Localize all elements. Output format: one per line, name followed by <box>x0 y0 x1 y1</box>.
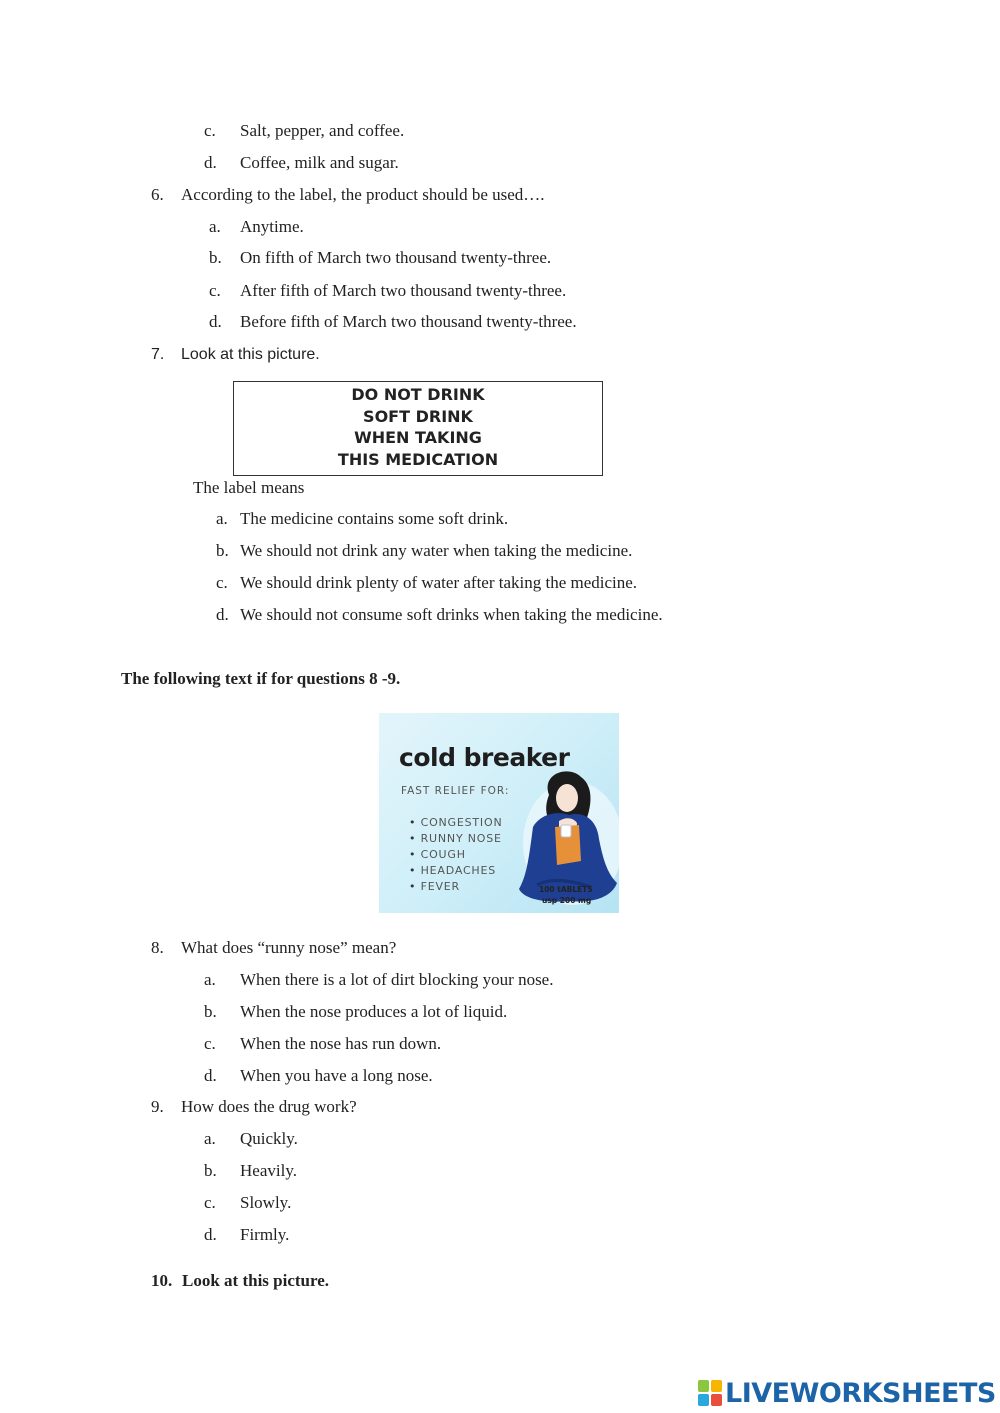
q9-option-b: Heavily. <box>240 1161 297 1180</box>
q9-option-a: Quickly. <box>240 1129 298 1148</box>
q6-number: 6. <box>151 185 164 204</box>
q7-option-d-letter: d. <box>216 605 229 624</box>
q8-option-a-letter: a. <box>204 970 216 989</box>
q7-option-d: We should not consume soft drinks when taking the medicine. <box>240 605 663 624</box>
q6-option-d: Before fifth of March two thousand twenty-three. <box>240 312 577 331</box>
dose-strength: usp 200 mg <box>542 896 592 905</box>
q5-option-c: Salt, pepper, and coffee. <box>240 121 405 140</box>
q8-number: 8. <box>151 938 164 957</box>
product-subtitle: FAST RELIEF FOR: <box>401 785 510 797</box>
q8-question: What does “runny nose” mean? <box>181 938 397 957</box>
q8-option-c: When the nose has run down. <box>240 1034 442 1053</box>
label-line: SOFT DRINK <box>363 406 473 426</box>
list-item: • CONGESTION <box>409 815 502 831</box>
q6-option-c: After fifth of March two thousand twenty-three. <box>240 281 567 300</box>
label-line: THIS MEDICATION <box>337 449 499 469</box>
product-title: cold breaker <box>399 743 570 772</box>
list-item: • COUGH <box>409 847 502 863</box>
q8-option-b: When the nose produces a lot of liquid. <box>240 1002 508 1021</box>
list-item: • HEADACHES <box>409 863 502 879</box>
q6-option-a: Anytime. <box>240 217 304 236</box>
q6-option-b-letter: b. <box>209 248 222 267</box>
q9-number: 9. <box>151 1097 164 1116</box>
q9-option-b-letter: b. <box>204 1161 217 1180</box>
cold-breaker-advert <box>379 713 619 913</box>
q7-option-b: We should not drink any water when taking the medicine. <box>240 541 633 560</box>
q9-question: How does the drug work? <box>181 1097 357 1116</box>
q5-option-c-letter: c. <box>204 121 216 140</box>
q7-option-a-letter: a. <box>216 509 228 528</box>
tablet-count: 100 tABLETS <box>539 885 593 894</box>
q6-option-b: On fifth of March two thousand twenty-three. <box>240 248 552 267</box>
liveworksheets-logo <box>698 1377 996 1409</box>
section-heading: The following text if for questions 8 -9. <box>121 669 401 688</box>
q5-option-d: Coffee, milk and sugar. <box>240 153 399 172</box>
q7-number: 7. <box>151 346 165 363</box>
q6-option-c-letter: c. <box>209 281 221 300</box>
q8-option-a: When there is a lot of dirt blocking your nose. <box>240 970 554 989</box>
dosage-info <box>539 884 593 906</box>
q7-option-c-letter: c. <box>216 573 228 592</box>
q7-option-c: We should drink plenty of water after taking the medicine. <box>240 573 638 592</box>
liveworksheets-text: LIVEWORKSHEETS <box>725 1377 996 1409</box>
q9-option-d: Firmly. <box>240 1225 290 1244</box>
q7-stem: The label means <box>193 478 305 497</box>
q10-number: 10. <box>151 1271 173 1290</box>
q9-option-c: Slowly. <box>240 1193 292 1212</box>
q7-option-a: The medicine contains some soft drink. <box>240 509 509 528</box>
q9-option-d-letter: d. <box>204 1225 217 1244</box>
label-line: DO NOT DRINK <box>351 385 485 404</box>
medication-warning-label <box>233 381 603 476</box>
q8-option-b-letter: b. <box>204 1002 217 1021</box>
q5-option-d-letter: d. <box>204 153 217 172</box>
q6-question: According to the label, the product should be used…. <box>181 185 545 204</box>
relief-list <box>409 815 502 895</box>
liveworksheets-logo-icon <box>698 1380 722 1406</box>
q7-question: Look at this picture. <box>181 346 320 363</box>
label-line: WHEN TAKING <box>354 428 482 447</box>
list-item: • FEVER <box>409 879 502 895</box>
q8-option-d: When you have a long nose. <box>240 1066 433 1085</box>
q10-question: Look at this picture. <box>182 1271 330 1290</box>
q9-option-c-letter: c. <box>204 1193 216 1212</box>
q6-option-a-letter: a. <box>209 217 221 236</box>
list-item: • RUNNY NOSE <box>409 831 502 847</box>
q8-option-c-letter: c. <box>204 1034 216 1053</box>
q6-option-d-letter: d. <box>209 312 222 331</box>
q8-option-d-letter: d. <box>204 1066 217 1085</box>
q9-option-a-letter: a. <box>204 1129 216 1148</box>
q7-option-b-letter: b. <box>216 541 229 560</box>
